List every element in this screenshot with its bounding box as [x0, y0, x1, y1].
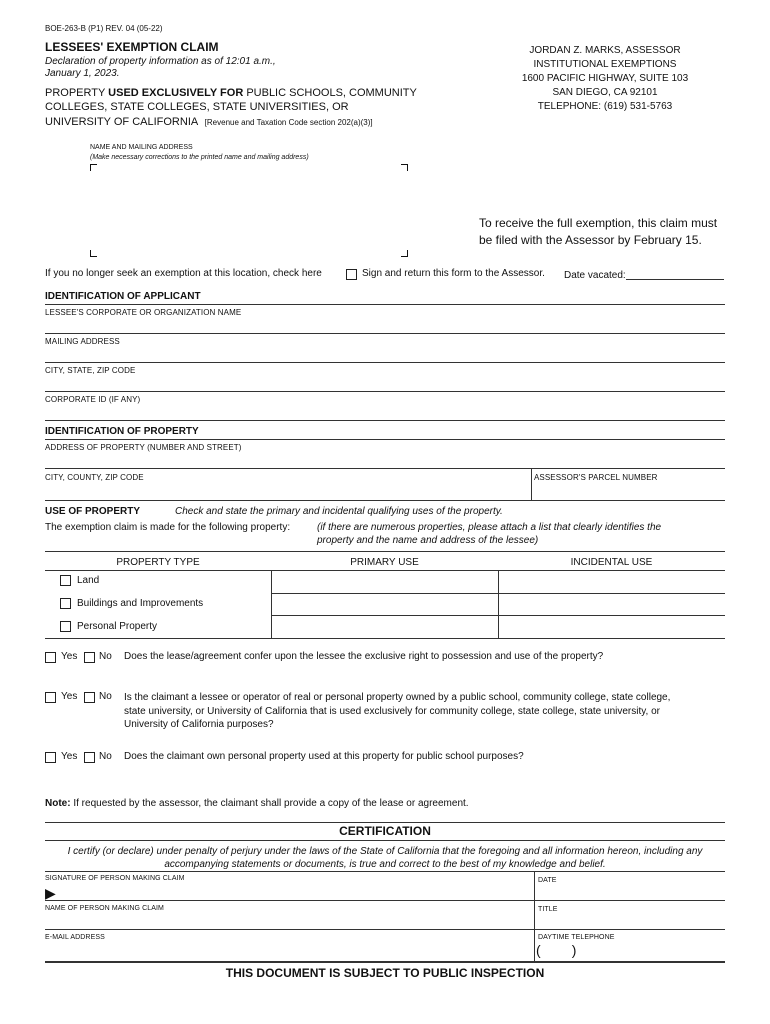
assessor-street: 1600 PACIFIC HIGHWAY, SUITE 103 — [521, 73, 689, 84]
assessor-phone: TELEPHONE: (619) 531-5763 — [537, 101, 673, 112]
row-label: Buildings and Improvements — [77, 598, 204, 609]
certification-statement — [40, 845, 730, 871]
claim-note-2: property and the name and address of the lessee) — [317, 535, 539, 546]
rule — [45, 871, 725, 872]
q1-yes-checkbox[interactable] — [45, 652, 56, 663]
divider — [271, 570, 272, 638]
org-name-field[interactable] — [45, 333, 725, 334]
rule — [271, 593, 725, 594]
property-address-field[interactable] — [45, 468, 725, 469]
row-label: Personal Property — [77, 621, 158, 632]
divider — [534, 871, 535, 961]
col-header-primary: PRIMARY USE — [350, 557, 419, 568]
question-2-line-2: state university, or University of California that is used exclusively for community college, state college, state university, or — [124, 705, 660, 717]
field-label: TITLE — [538, 906, 558, 913]
purpose-line-3 — [45, 116, 373, 128]
rule — [45, 570, 725, 571]
mailing-address-field[interactable] — [45, 362, 725, 363]
phone-parens: ( ) — [536, 942, 577, 958]
signature-arrow-icon: ▶ — [45, 885, 56, 901]
property-heading: IDENTIFICATION OF PROPERTY — [45, 426, 199, 437]
col-header-incidental: INCIDENTAL USE — [570, 557, 653, 568]
rule — [45, 840, 725, 841]
date-vacated-label: Date vacated: — [564, 270, 626, 281]
field-label: E-MAIL ADDRESS — [45, 934, 105, 941]
applicant-heading: IDENTIFICATION OF APPLICANT — [45, 291, 201, 302]
question-1: Does the lease/agreement confer upon the lessee the exclusive right to possession and use of the property? — [124, 651, 604, 662]
question-3: Does the claimant own personal property used at this property for public school purposes? — [124, 751, 524, 762]
no-longer-text: If you no longer seek an exemption at this location, check here — [45, 268, 322, 279]
purpose-reference: [Revenue and Taxation Code section 202(a)(3)] — [204, 118, 373, 127]
q2-no-label: No — [99, 691, 112, 702]
field-label: ASSESSOR'S PARCEL NUMBER — [534, 473, 658, 482]
note — [45, 798, 469, 809]
rule — [45, 439, 725, 440]
city-state-zip-field[interactable] — [45, 391, 725, 392]
q1-no-label: No — [99, 651, 112, 662]
note-text: If requested by the assessor, the claimant shall provide a copy of the lease or agreement. — [70, 798, 469, 809]
buildings-checkbox[interactable] — [60, 598, 71, 609]
field-label: DAYTIME TELEPHONE — [538, 934, 615, 941]
q3-yes-checkbox[interactable] — [45, 752, 56, 763]
deadline-line-1: To receive the full exemption, this claim must — [479, 216, 718, 230]
q2-yes-label: Yes — [61, 691, 78, 702]
subtitle-line-1: Declaration of property information as of 12:01 a.m., — [45, 56, 276, 67]
use-heading: USE OF PROPERTY — [45, 506, 141, 517]
purpose-bold: USED EXCLUSIVELY FOR — [108, 87, 244, 99]
deadline-notice — [479, 215, 717, 249]
divider — [498, 570, 499, 638]
date-vacated-field[interactable] — [626, 279, 724, 280]
primary-use-land[interactable] — [274, 572, 496, 592]
deadline-line-2: be filed with the Assessor by February 15. — [479, 233, 702, 247]
row-label: Land — [77, 575, 100, 586]
rule — [45, 304, 725, 305]
address-box-label: NAME AND MAILING ADDRESS — [90, 144, 193, 151]
col-header-type: PROPERTY TYPE — [116, 557, 200, 568]
question-2-line-1: Is the claimant a lessee or operator of real or personal property owned by a public school, community college, state college, — [124, 692, 671, 703]
table-top-rule — [45, 551, 725, 552]
field-label: DATE — [538, 877, 557, 884]
land-checkbox[interactable] — [60, 575, 71, 586]
bracket-top-left — [90, 164, 97, 171]
purpose-line-3-text: UNIVERSITY OF CALIFORNIA — [45, 116, 198, 128]
note-label: Note: — [45, 798, 71, 809]
vacated-checkbox[interactable] — [346, 269, 357, 280]
bracket-top-right — [401, 164, 408, 171]
q3-yes-label: Yes — [61, 751, 78, 762]
assessor-city: SAN DIEGO, CA 92101 — [552, 87, 658, 98]
table-bottom-rule — [45, 638, 725, 639]
q3-no-checkbox[interactable] — [84, 752, 95, 763]
purpose-pre: PROPERTY — [45, 87, 109, 99]
assessor-name: JORDAN Z. MARKS, ASSESSOR — [529, 45, 681, 56]
claim-text: The exemption claim is made for the following property: — [45, 522, 291, 533]
certification-line-2: accompanying statements or documents, is true and correct to the best of my knowledge and belief. — [164, 859, 606, 870]
purpose-line-2: COLLEGES, STATE COLLEGES, STATE UNIVERSITIES, OR — [45, 101, 349, 113]
incidental-use-land[interactable] — [501, 572, 723, 592]
signature-date-field[interactable] — [45, 900, 725, 901]
purpose-line-1 — [45, 87, 417, 99]
rule — [45, 822, 725, 823]
q2-no-checkbox[interactable] — [84, 692, 95, 703]
no-longer-sign: Sign and return this form to the Assessor. — [362, 268, 545, 279]
field-label: CITY, STATE, ZIP CODE — [45, 366, 136, 375]
email-phone-field[interactable] — [45, 961, 725, 963]
personal-property-checkbox[interactable] — [60, 621, 71, 632]
field-label: NAME OF PERSON MAKING CLAIM — [45, 905, 164, 912]
bracket-bottom-left — [90, 250, 97, 257]
assessor-block — [480, 44, 730, 114]
property-city-parcel-field[interactable] — [45, 500, 725, 501]
certification-heading: CERTIFICATION — [339, 824, 431, 838]
form-title: LESSEES' EXEMPTION CLAIM — [45, 40, 219, 54]
corporate-id-field[interactable] — [45, 420, 725, 421]
use-instruction: Check and state the primary and incidental qualifying uses of the property. — [175, 506, 503, 517]
rule — [271, 615, 725, 616]
q1-no-checkbox[interactable] — [84, 652, 95, 663]
field-label: LESSEE'S CORPORATE OR ORGANIZATION NAME — [45, 308, 242, 317]
subtitle-line-2: January 1, 2023. — [45, 68, 120, 79]
certification-line-1: I certify (or declare) under penalty of perjury under the laws of the State of California that the foregoing and all information hereon, including any — [67, 846, 703, 857]
q3-no-label: No — [99, 751, 112, 762]
bracket-bottom-right — [401, 250, 408, 257]
purpose-post: PUBLIC SCHOOLS, COMMUNITY — [243, 87, 417, 99]
address-box-note: (Make necessary corrections to the printed name and mailing address) — [90, 154, 309, 161]
field-label: CORPORATE ID (IF ANY) — [45, 395, 141, 404]
claim-note-1: (if there are numerous properties, please attach a list that clearly identifies the — [317, 522, 662, 533]
mailing-address-window[interactable] — [92, 172, 398, 248]
assessor-dept: INSTITUTIONAL EXEMPTIONS — [533, 59, 677, 70]
field-label: MAILING ADDRESS — [45, 337, 120, 346]
q2-yes-checkbox[interactable] — [45, 692, 56, 703]
divider — [531, 468, 532, 500]
q1-yes-label: Yes — [61, 651, 78, 662]
question-2 — [124, 691, 670, 732]
field-label: SIGNATURE OF PERSON MAKING CLAIM — [45, 875, 185, 882]
field-label: ADDRESS OF PROPERTY (NUMBER AND STREET) — [45, 443, 242, 452]
footer-notice: THIS DOCUMENT IS SUBJECT TO PUBLIC INSPECTION — [225, 966, 545, 980]
form-id: BOE-263-B (P1) REV. 04 (05-22) — [45, 24, 163, 33]
question-2-line-3: University of California purposes? — [124, 719, 274, 730]
field-label: CITY, COUNTY, ZIP CODE — [45, 473, 144, 482]
name-title-field[interactable] — [45, 929, 725, 930]
